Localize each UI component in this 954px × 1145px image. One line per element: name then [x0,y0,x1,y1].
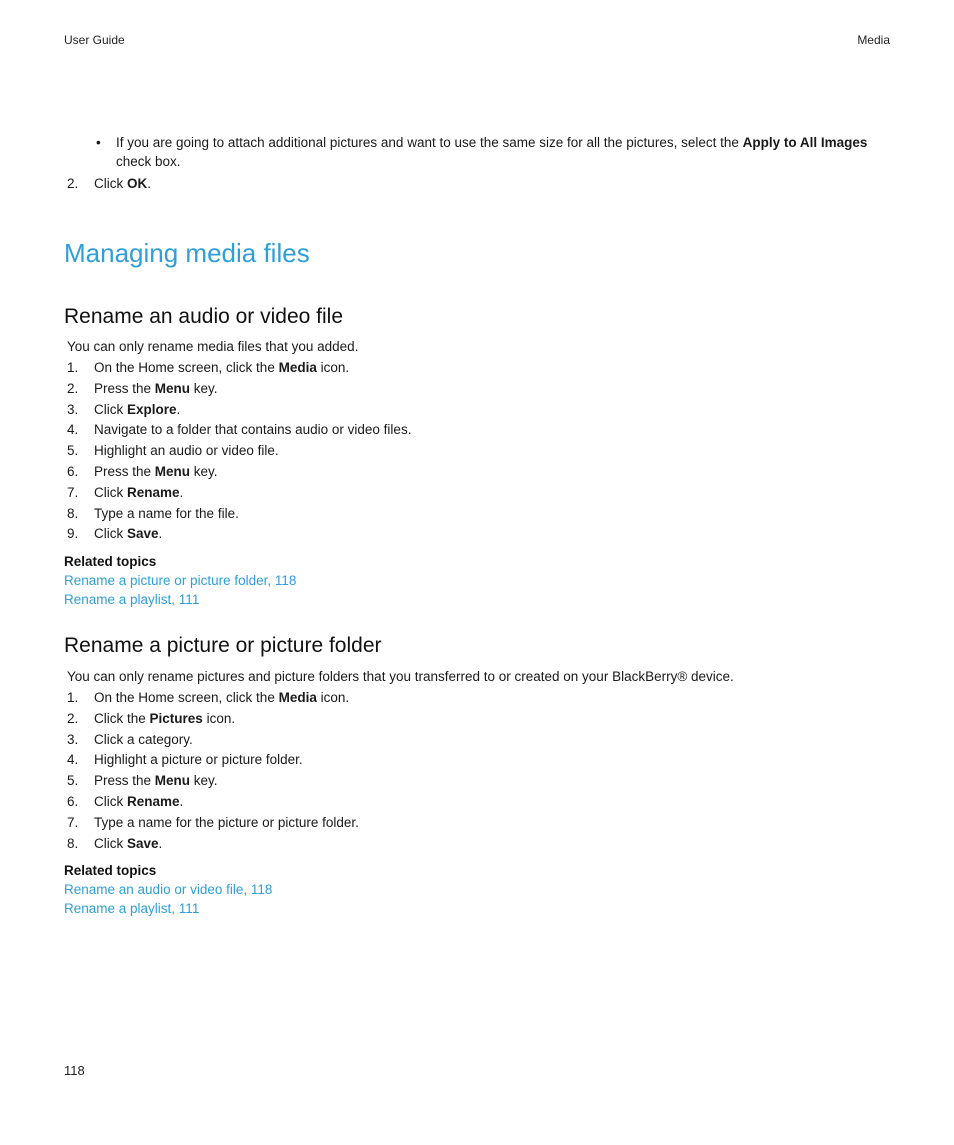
step-text: Press the Menu key. [94,773,218,789]
step-number: 2. [67,380,79,396]
step-text: Click Rename. [94,794,184,809]
related-link[interactable]: Rename a playlist, 111 [64,901,200,916]
step-number: 1. [67,690,79,705]
step-text: Highlight an audio or video file. [94,443,279,459]
step-text: Type a name for the picture or picture folder. [94,814,359,830]
bold-term: Apply to All Images [742,135,868,150]
step-text: Click Rename. [94,484,184,500]
related-link[interactable]: Rename a picture or picture folder, 118 [64,573,297,588]
step-text: Click Explore. [94,401,181,417]
related-link[interactable]: Rename an audio or video file, 118 [64,882,273,897]
step-text: Highlight a picture or picture folder. [94,752,303,768]
step-text: Type a name for the file. [94,505,239,521]
step-number: 5. [67,443,79,459]
section-title-rename-picture: Rename a picture or picture folder [64,634,382,657]
step-number: 4. [67,422,79,438]
page-number: 118 [64,1063,85,1078]
bullet-text: If you are going to attach additional pictures and want to use the same size for all the pictures, select the Apply to All Images check box. [116,135,868,169]
step-number: 3. [67,401,79,417]
step-text: Click OK. [94,176,152,191]
step-number: 8. [67,835,79,851]
step-number: 9. [67,526,79,542]
main-heading: Managing media files [64,238,310,268]
section-intro: You can only rename pictures and picture folders that you transferred to or created on your BlackBerry® device. [67,669,734,684]
step-number: 4. [67,752,79,768]
step-number: 2. [67,710,79,726]
step-number: 5. [67,773,79,789]
related-topics-heading: Related topics [64,863,157,878]
step-number: 2. [67,176,79,191]
step-text: Press the Menu key. [94,380,218,396]
related-link[interactable]: Rename a playlist, 111 [64,592,200,607]
step-text: Click Save. [94,526,163,542]
related-topics-heading: Related topics [64,554,157,569]
step-number: 6. [67,794,79,809]
header-section-title: Media [857,33,890,47]
step-number: 3. [67,731,79,747]
step-number: 7. [67,814,79,830]
step-text: Press the Menu key. [94,464,218,479]
step-number: 7. [67,484,79,500]
step-number: 6. [67,464,79,479]
step-text: Click the Pictures icon. [94,710,236,726]
step-text: On the Home screen, click the Media icon. [94,690,350,705]
section-intro: You can only rename media files that you added. [67,339,359,354]
section-title-rename-audio-video: Rename an audio or video file [64,305,344,328]
step-text: Click a category. [94,731,193,747]
step-text: Click Save. [94,835,163,851]
step-text: On the Home screen, click the Media icon. [94,360,350,375]
step-number: 8. [67,505,79,521]
step-text: Navigate to a folder that contains audio or video files. [94,422,412,438]
step-number: 1. [67,360,79,375]
header-doc-title: User Guide [64,33,125,47]
bullet-dot: • [96,135,101,150]
